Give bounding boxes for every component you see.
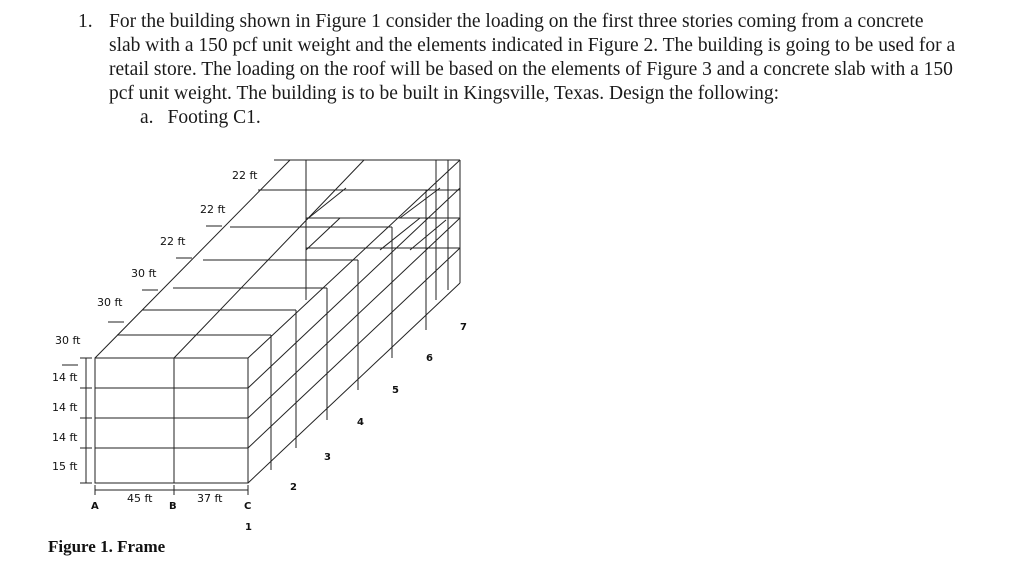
frame-lines xyxy=(62,160,460,495)
frame-number-label: 2 xyxy=(290,482,297,493)
bay-spacing-label: 30 ft xyxy=(131,267,157,280)
brace-line xyxy=(306,218,340,250)
task-letter: a. xyxy=(140,107,154,128)
story-height-label: 14 ft xyxy=(52,371,78,384)
frame-number-label: 1 xyxy=(245,522,252,533)
story-height-label: 14 ft xyxy=(52,401,78,414)
frame-number-label: 7 xyxy=(460,322,467,333)
frame-number-label: 3 xyxy=(324,452,331,463)
problem-line: slab with a 150 pcf unit weight and the elements indicated in Figure 2. The building is going to be used for a xyxy=(109,35,956,56)
front-face-outline xyxy=(95,358,248,483)
figure-caption: Figure 1. Frame xyxy=(48,537,166,556)
column-line-label: C xyxy=(244,501,252,512)
problem-line: For the building shown in Figure 1 consider the loading on the first three stories coming from a concrete xyxy=(109,11,924,32)
problem-line: retail store. The loading on the roof will be based on the elements of Figure 3 and a concrete slab with a 150 xyxy=(109,59,953,80)
story-height-label: 14 ft xyxy=(52,431,78,444)
column-line-label: A xyxy=(91,501,99,512)
bay-spacing-label: 30 ft xyxy=(55,334,81,347)
column-line-label: B xyxy=(169,501,177,512)
frame-number-label: 6 xyxy=(426,353,433,364)
span-width-label: 37 ft xyxy=(197,492,223,505)
right-base-diagonal xyxy=(248,283,460,483)
bay-spacing-label: 30 ft xyxy=(97,296,123,309)
brace-line xyxy=(400,188,440,218)
bay-spacing-label: 22 ft xyxy=(200,203,226,216)
frame-number-label: 5 xyxy=(392,385,399,396)
problem-line: pcf unit weight. The building is to be built in Kingsville, Texas. Design the following: xyxy=(109,83,780,104)
bay-spacing-label: 22 ft xyxy=(160,235,186,248)
right-floor-diagonal xyxy=(248,248,460,448)
bay-spacing-label: 22 ft xyxy=(232,169,258,182)
story-height-label: 15 ft xyxy=(52,460,78,473)
problem-number: 1. xyxy=(78,11,93,32)
brace-line xyxy=(306,188,346,220)
span-width-label: 45 ft xyxy=(127,492,153,505)
frame-number-label: 4 xyxy=(357,417,364,428)
task-text: Footing C1. xyxy=(167,107,261,128)
brace-line xyxy=(410,220,446,250)
